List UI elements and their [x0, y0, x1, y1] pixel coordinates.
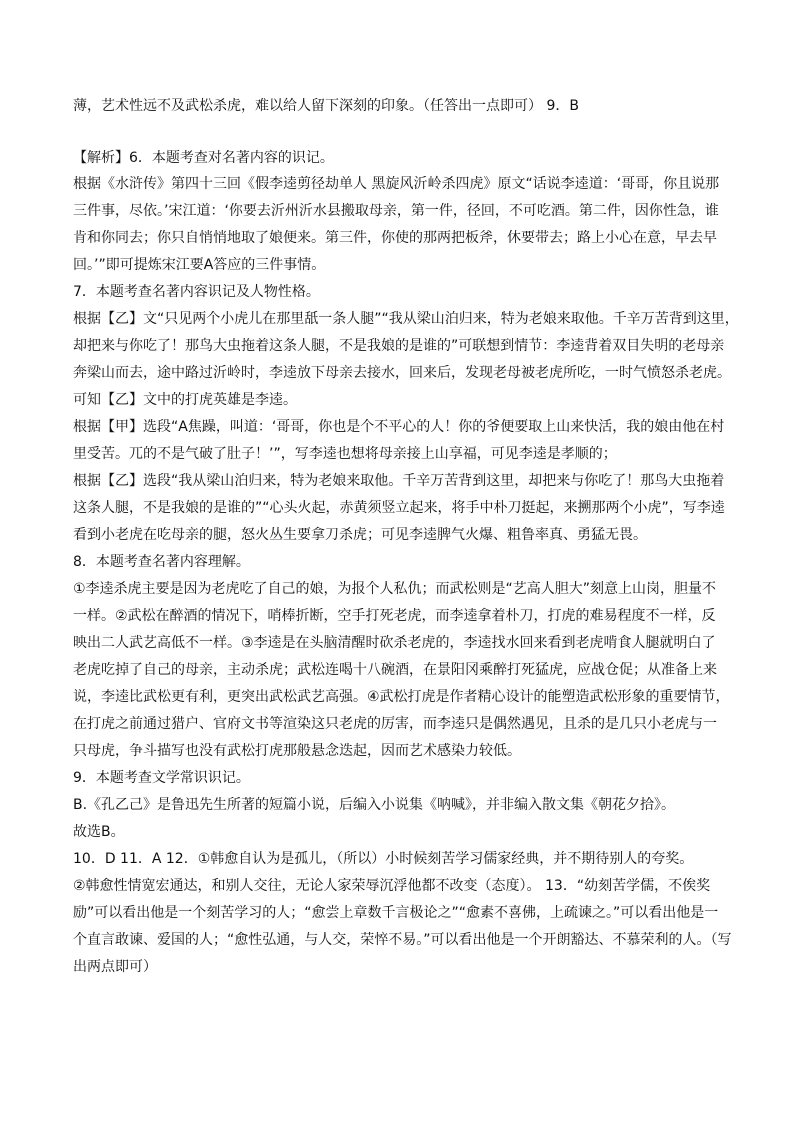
text-line: 10．D 11．A 12．①韩愈自认为是孤儿，（所以）小时候刻苦学习儒家经典，并不期待别人的夸奖。 — [73, 851, 694, 867]
text-line: 薄，艺术性远不及武松杀虎，难以给人留下深刻的印象。（任答出一点即可） 9．B — [73, 98, 579, 114]
text-line: 看到小老虎在吃母亲的腿，怒火丛生要拿刀杀虎；可见李逵脾气火爆、粗鲁率真、勇猛无畏。 — [73, 527, 647, 543]
text-line: 里受苦。兀的不是气破了肚子！’”，写李逵也想将母亲接上山享福，可见李逵是孝顺的； — [73, 446, 617, 462]
text-line: 一样。②武松在醉酒的情况下，哨棒折断，空手打死老虎，而李逵拿着朴刀，打虎的难易程度不一样，反 — [73, 608, 716, 624]
text-line: 这条人腿，不是我娘的是谁的”“心头火起，赤黄须竖立起来，将手中朴刀挺起，来搠那两个小虎”，写李逵 — [73, 500, 725, 516]
text-line: 7．本题考查名著内容识记及人物性格。 — [73, 284, 320, 300]
text-line: 【解析】6．本题考查对名著内容的识记。 — [73, 150, 334, 166]
text-line: 根据【乙】选段“我从梁山泊归来，特为老娘来取他。千辛万苦背到这里，却把来与你吃了！那鸟大虫拖着 — [73, 473, 725, 489]
text-line: 个直言敢谏、爱国的人；“愈性弘通，与人交，荣悴不易。”可以看出他是一个开朗豁达、不慕荣利的人。（写 — [73, 932, 732, 948]
text-line: 出两点即可） — [73, 959, 157, 975]
text-line: 8．本题考查名著内容理解。 — [73, 554, 250, 570]
text-line: 却把来与你吃了！那鸟大虫拖着这条人腿，不是我娘的是谁的”可联想到情节：李逵背着双目失明的老母亲 — [73, 338, 725, 354]
text-line: 三件事，尽依。’宋江道：‘你要去沂州沂水县搬取母亲，第一件，径回，不可吃酒。第二件，因你性急，谁 — [73, 203, 719, 219]
text-line: 映出二人武艺高低不一样。③李逵是在头脑清醒时砍杀老虎的，李逵找水回来看到老虎啃食人腿就明白了 — [73, 635, 716, 651]
text-line: ②韩愈性情宽宏通达，和别人交往，无论人家荣辱沉浮他都不改变（态度）。 13．“幼刻苦学儒，不俟奖 — [73, 878, 711, 894]
text-line: 可知【乙】文中的打虎英雄是李逵。 — [73, 392, 297, 408]
text-line: B.《孔乙己》是鲁迅先生所著的短篇小说，后编入小说集《呐喊》，并非编入散文集《朝花夕拾》。 — [73, 797, 676, 813]
text-line: 励”可以看出他是一个刻苦学习的人；“愈尝上章数千言极论之”“愈素不喜佛，上疏谏之。”可以看出他是一 — [73, 905, 719, 921]
text-line: 说，李逵比武松更有利，更突出武松武艺高强。④武松打虎是作者精心设计的能塑造武松形象的重要情节， — [73, 689, 730, 705]
text-line: 根据《水浒传》第四十三回《假李逵剪径劫单人 黑旋风沂岭杀四虎》原文“话说李逵道：‘哥哥，你且说那 — [73, 176, 720, 192]
text-line: 根据【乙】文“只见两个小虎儿在那里舐一条人腿”“我从梁山泊归来，特为老娘来取他。千辛万苦背到这里， — [73, 311, 739, 327]
text-line: 故选B。 — [73, 824, 125, 840]
text-line: ①李逵杀虎主要是因为老虎吃了自己的娘，为报个人私仇；而武松则是“艺高人胆大”刻意上山岗，胆量不 — [73, 581, 717, 597]
text-line: 根据【甲】选段“A焦躁，叫道：‘哥哥，你也是个不平心的人！你的爷便要取上山来快活，我的娘由他在村 — [73, 419, 725, 435]
text-line: 回。’”即可提炼宋江要A答应的三件事情。 — [73, 257, 326, 273]
text-line: 在打虎之前通过猎户、官府文书等渲染这只老虎的厉害，而李逵只是偶然遇见，且杀的是几只小老虎与一 — [73, 716, 717, 732]
text-line: 9．本题考查文学常识识记。 — [73, 770, 250, 786]
text-line: 肯和你同去；你只自悄悄地取了娘便来。第三件，你使的那两把板斧，休要带去；路上小心在意，早去早 — [73, 230, 717, 246]
text-line: 老虎吃掉了自己的母亲，主动杀虎；武松连喝十八碗酒，在景阳冈乘醉打死猛虎，应战仓促；从准备上来 — [73, 662, 717, 678]
text-line: 只母虎，争斗描写也没有武松打虎那般悬念迭起，因而艺术感染力较低。 — [73, 743, 521, 759]
text-line: 奔梁山而去，途中路过沂岭时，李逵放下母亲去接水，回来后，发现老母被老虎所吃，一时气愤怒杀老虎。 — [73, 365, 731, 381]
